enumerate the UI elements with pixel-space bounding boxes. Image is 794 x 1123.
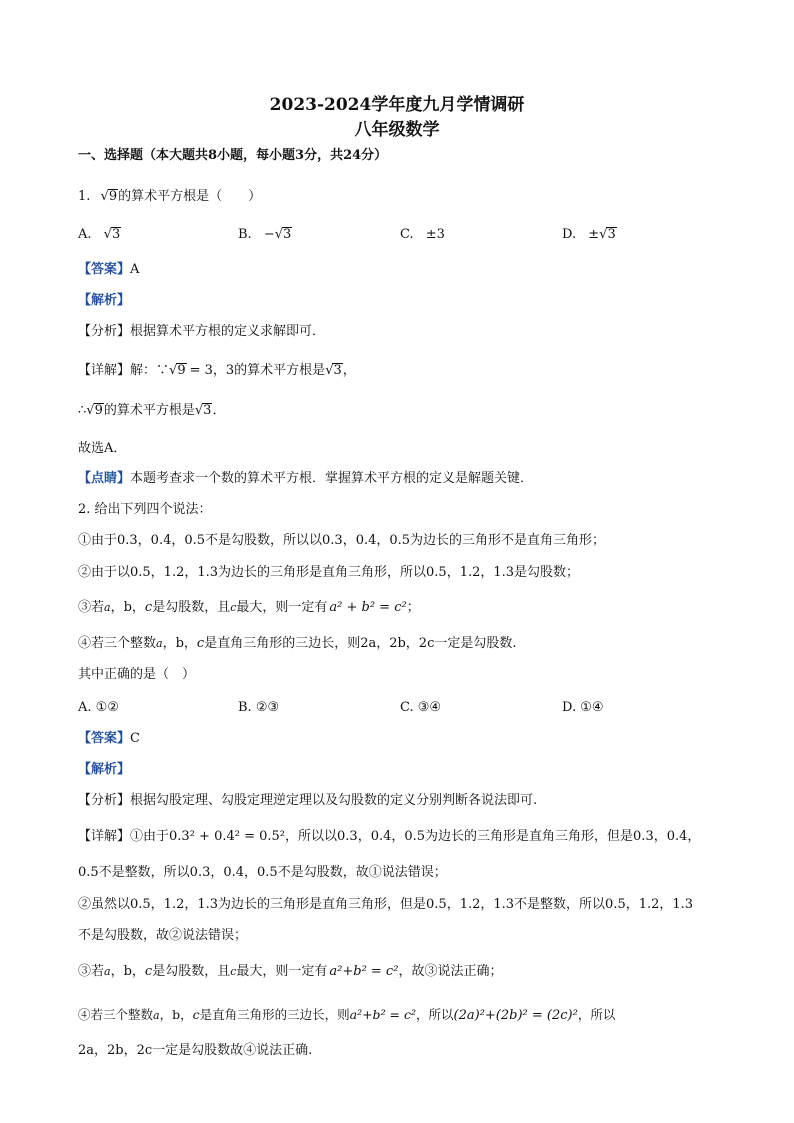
q2-d4-var-a: a xyxy=(153,1009,160,1022)
q1-dianjing-tag: 【点睛】 xyxy=(78,471,131,486)
q2-statement-2: ②由于以0.5，1.2，1.3为边长的三角形是直角三角形，所以0.5，1.2，1.3是勾股数； xyxy=(78,565,580,580)
q1-xiangjie-radicand: 9 xyxy=(177,363,186,378)
q1-therefore-radicand: 9 xyxy=(94,403,103,418)
q1-radicand: 9 xyxy=(108,189,118,204)
q2-which: 其中正确的是（ ） xyxy=(78,667,196,682)
q1-xiangjie-tag: 【详解】 xyxy=(78,363,131,378)
q1-option-a-letter: A. xyxy=(78,227,92,242)
q1-option-d: D. ±√3 xyxy=(562,227,616,242)
q1-xiangjie-pre: 解：∵ xyxy=(130,363,170,378)
q1-answer-tag: 【答案】 xyxy=(78,262,131,277)
q1-option-b-pre: − xyxy=(263,227,275,242)
q2-s4-a: ④若三个整数 xyxy=(78,636,157,651)
q1-option-c-value: ±3 xyxy=(425,227,445,242)
q2-s3-g: 最大，则一定有 xyxy=(236,600,328,615)
q1-stem-text: 的算术平方根是（ ） xyxy=(118,189,262,204)
q2-detail-4-cont: 2a，2b，2c一定是勾股数故④说法正确. xyxy=(78,1043,313,1058)
q1-therefore-pre: ∴ xyxy=(78,403,87,418)
q2-detail-1-cont: 0.5不是整数，所以0.3，0.4，0.5不是勾股数，故①说法错误； xyxy=(78,865,447,880)
q2-s3-h: ； xyxy=(406,600,420,615)
q2-analysis-tag: 【解析】 xyxy=(78,762,131,777)
q2-statement-3 xyxy=(78,599,420,617)
q2-d3-var-c: c xyxy=(144,964,153,979)
q2-answer-tag: 【答案】 xyxy=(78,731,131,746)
q1-option-b-letter: B. xyxy=(238,227,252,242)
q2-option-c: C. ③④ xyxy=(400,700,442,715)
q2-detail-1 xyxy=(78,828,700,846)
q1-analysis-tag: 【解析】 xyxy=(78,293,131,308)
doc-subtitle-text: 八年级数学 xyxy=(354,120,440,140)
section-heading: 一、选择题（本大题共8小题，每小题3分，共24分） xyxy=(78,148,388,163)
q2-d4f: ，所以 xyxy=(416,1007,454,1022)
q1-fenxi xyxy=(78,323,325,341)
q2-s4-e: 是直角三角形的三边长，则2a，2b，2c一定是勾股数. xyxy=(204,636,517,651)
q2-option-a: A. ①② xyxy=(78,700,119,715)
q1-option-a-radicand: 3 xyxy=(111,227,121,242)
q2-s3-a: ③若 xyxy=(78,600,105,615)
q1-option-b: B. −√3 xyxy=(238,227,292,242)
q1-dianjing-text: 本题考查求一个数的算术平方根．掌握算术平方根的定义是解题关键． xyxy=(130,471,534,486)
q1-therefore: ∴√9的算术平方根是√3． xyxy=(78,403,226,418)
q2-d3h: ，故③说法正确； xyxy=(398,964,503,979)
q2-d1-equation: 0.3² + 0.4² = 0.5² xyxy=(169,829,286,844)
q1-option-a: A. √3 xyxy=(78,227,121,242)
q2-s4-var-a: a xyxy=(156,637,163,650)
q2-fenxi-tag: 【分析】 xyxy=(78,793,131,808)
q2-answer xyxy=(78,730,140,748)
q1-number: 1. xyxy=(78,189,91,204)
q2-d1a: ①由于 xyxy=(130,829,170,844)
q1-option-d-letter: D. xyxy=(562,227,577,242)
q1-stem: 1. √9的算术平方根是（ ） xyxy=(78,189,262,204)
q2-s4-var-c: c xyxy=(196,636,205,651)
q2-d4-var-c: c xyxy=(192,1007,200,1022)
q1-xiangjie-end: ， xyxy=(342,363,356,378)
q1-therefore-end: ． xyxy=(212,403,226,418)
q1-answer xyxy=(78,261,139,279)
q2-detail-3 xyxy=(78,963,502,981)
q1-xiangjie-mid: = 3，3的算术平方根是 xyxy=(189,363,326,378)
q2-s3-var-c2: c xyxy=(230,601,237,614)
q1-dianjing xyxy=(78,470,533,488)
q2-answer-value: C xyxy=(130,731,140,746)
q2-d3c: ，b， xyxy=(110,964,145,979)
q1-fenxi-text: 根据算术平方根的定义求解即可． xyxy=(130,324,326,339)
q2-d3-var-a: a xyxy=(104,965,111,978)
q1-xiangjie-radicand2: 3 xyxy=(333,363,342,378)
q2-option-b: B. ②③ xyxy=(238,700,280,715)
q1-xiangjie: 【详解】解：∵√9 = 3，3的算术平方根是√3， xyxy=(78,363,356,378)
q2-fenxi-text: 根据勾股定理、勾股定理逆定理以及勾股数的定义分别判断各说法即可. xyxy=(130,793,538,808)
doc-title: 2023-2024学年度九月学情调研 xyxy=(269,95,525,115)
q2-d3-equation: a²+b² = c² xyxy=(329,964,399,979)
q2-d4g: ，所以 xyxy=(577,1007,616,1022)
q2-d3a: ③若 xyxy=(78,964,105,979)
q1-option-c-letter: C. xyxy=(400,227,414,242)
q1-therefore-radicand2: 3 xyxy=(203,403,212,418)
q1-option-c xyxy=(400,226,445,244)
q2-s3-e: 是勾股数，且 xyxy=(152,600,231,615)
doc-subtitle xyxy=(0,113,794,140)
q2-fenxi xyxy=(78,792,537,810)
q2-d1b: ，所以以0.3，0.4，0.5为边长的三角形是直角三角形，但是0.3，0.4， xyxy=(285,829,701,844)
q2-s4-c: ，b， xyxy=(162,636,197,651)
q2-s3-equation: a² + b² = c² xyxy=(329,600,407,615)
q2-d4-equation: a²+b² = c² xyxy=(349,1007,417,1022)
q2-s3-var-c: c xyxy=(144,600,153,615)
q1-option-b-radicand: 3 xyxy=(283,227,292,242)
q2-s3-var-a: a xyxy=(104,601,111,614)
q2-d4a: ④若三个整数 xyxy=(78,1007,154,1022)
q1-fenxi-tag: 【分析】 xyxy=(78,324,131,339)
q2-detail-4 xyxy=(78,1006,615,1025)
q2-d3e: 是勾股数，且 xyxy=(152,964,231,979)
q2-detail-2-cont: 不是勾股数，故②说法错误； xyxy=(78,928,248,943)
q2-d3g: 最大，则一定有 xyxy=(236,964,328,979)
q1-option-d-radicand: 3 xyxy=(607,227,616,242)
q1-choose: 故选A． xyxy=(78,441,127,456)
q2-stem: 2. 给出下列四个说法： xyxy=(78,502,212,517)
q2-detail-2: ②虽然以0.5，1.2，1.3为边长的三角形是直角三角形，但是0.5，1.2，1.3不是整数，所以0.5，1.2，1.3 xyxy=(78,897,694,912)
q1-answer-value: A xyxy=(130,262,140,277)
q2-xiangjie-tag: 【详解】 xyxy=(78,829,131,844)
q2-statement-1: ①由于0.3，0.4，0.5不是勾股数，所以以0.3，0.4，0.5为边长的三角形不是直角三角形； xyxy=(78,533,606,548)
q1-therefore-mid: 的算术平方根是 xyxy=(103,403,195,418)
q2-d4e: 是直角三角形的三边长，则 xyxy=(199,1007,350,1022)
q2-s3-c: ，b， xyxy=(110,600,145,615)
q1-option-d-pre: ± xyxy=(588,227,600,242)
q2-statement-4 xyxy=(78,635,517,653)
q2-d3-var-c2: c xyxy=(230,965,237,978)
q2-d4c: ，b， xyxy=(159,1007,193,1022)
q2-option-d: D. ①④ xyxy=(562,700,604,715)
q2-d4-equation2: (2a)²+(2b)² = (2c)² xyxy=(453,1008,578,1023)
